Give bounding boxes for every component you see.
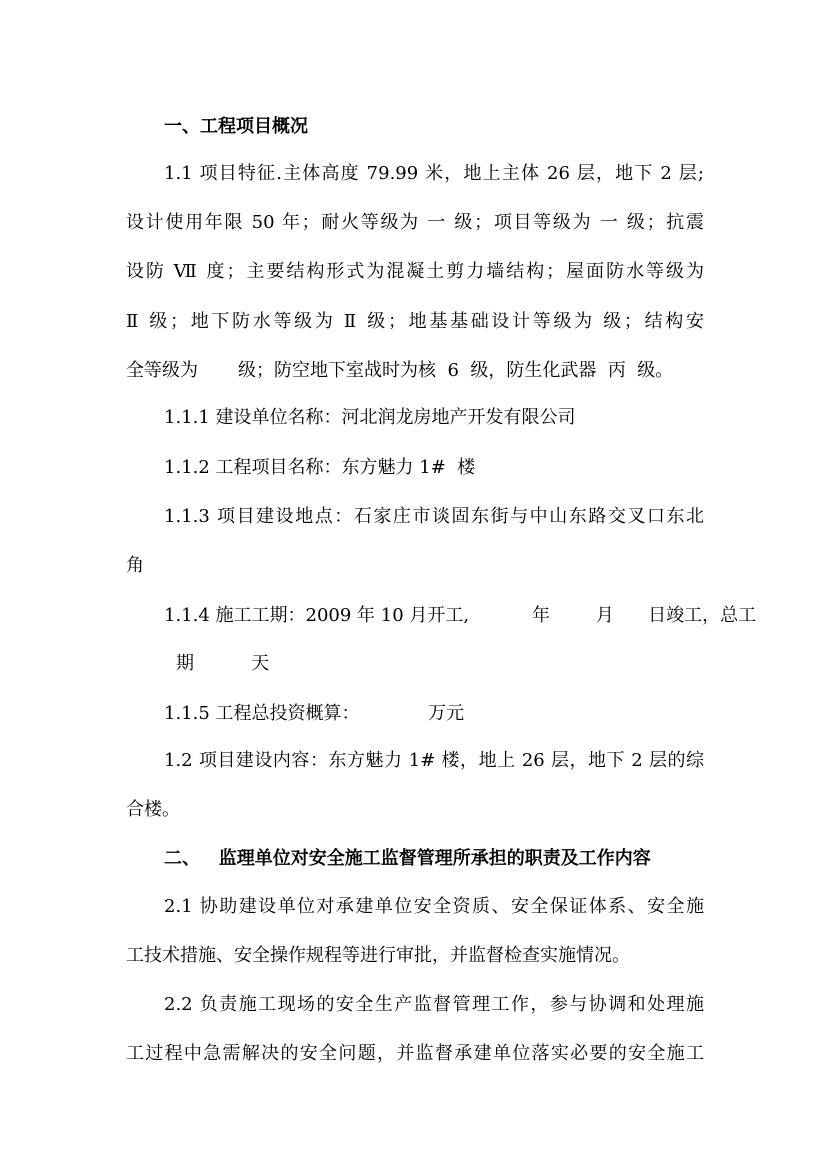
location-line-2: 角	[126, 555, 144, 576]
item2-line-1: 2.2 负责施工现场的安全生产监督管理工作，参与协调和处理施	[164, 994, 704, 1015]
schedule-line-1: 1.1.4 施工工期：2009 年 10 月开工, 年 月 日竣工，总工	[164, 605, 757, 626]
features-line-3: 设防 Ⅶ 度；主要结构形式为混凝土剪力墙结构；屋面防水等级为	[126, 261, 704, 282]
item2-line-2: 工过程中急需解决的安全问题，并监督承建单位落实必要的安全施工	[126, 1043, 704, 1064]
investment-line: 1.1.5 工程总投资概算： 万元	[164, 703, 465, 724]
section1-heading: 一、工程项目概况	[164, 116, 308, 137]
content-line-1: 1.2 项目建设内容：东方魅力 1# 楼，地上 26 层，地下 2 层的综	[164, 750, 704, 771]
features-line-4: Ⅱ 级；地下防水等级为 Ⅱ 级；地基基础设计等级为 级；结构安	[126, 311, 704, 332]
content-line-2: 合楼。	[126, 799, 180, 820]
features-line-1: 1.1 项目特征.主体高度 79.99 米，地上主体 26 层，地下 2 层;	[164, 163, 704, 184]
location-line-1: 1.1.3 项目建设地点：石家庄市谈固东街与中山东路交叉口东北	[164, 506, 704, 527]
schedule-line-2: 期 天	[176, 653, 270, 674]
item1-line-2: 工技术措施、安全操作规程等进行审批，并监督检查实施情况。	[126, 945, 630, 966]
section2-heading: 二、 监理单位对安全施工监督管理所承担的职责及工作内容	[164, 848, 651, 869]
item1-line-1: 2.1 协助建设单位对承建单位安全资质、安全保证体系、安全施	[164, 896, 704, 917]
owner-line: 1.1.1 建设单位名称：河北润龙房地产开发有限公司	[164, 407, 576, 428]
project-name-line: 1.1.2 工程项目名称：东方魅力 1# 楼	[164, 457, 476, 478]
features-line-2: 设计使用年限 50 年；耐火等级为 一 级；项目等级为 一 级；抗震	[126, 212, 704, 233]
features-line-5: 全等级为 级；防空地下室战时为核 6 级，防生化武器 丙 级。	[126, 360, 674, 381]
